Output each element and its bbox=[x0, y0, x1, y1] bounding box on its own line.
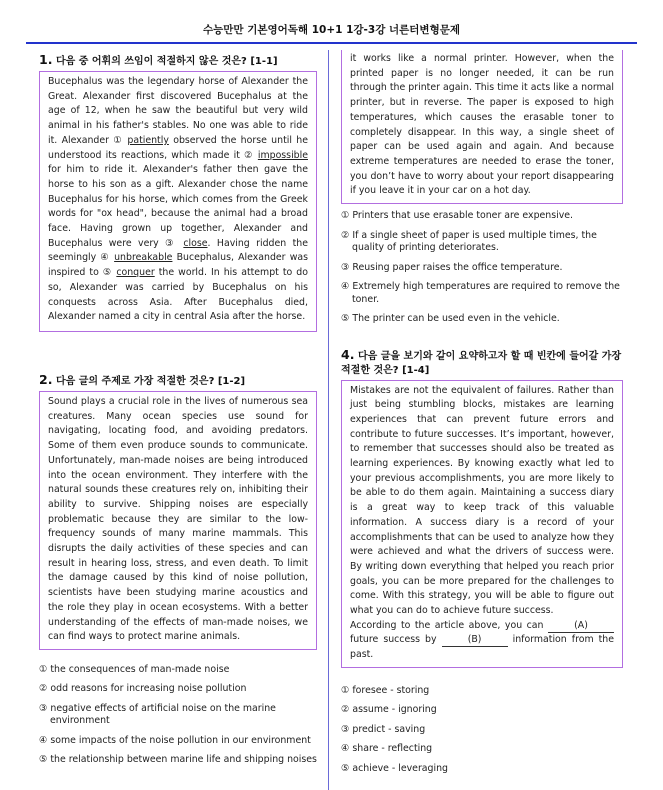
answer-option-5[interactable]: ⑤ The printer can be used even in the vehicle. bbox=[341, 313, 560, 325]
passage-text: the world. In his attempt to do so, Alexander was carried by Bucephalus on his conquests across Asia. After Bucephalus died, Alexander named a city in central Asia after the horse. bbox=[48, 267, 308, 323]
underlined-word: patiently bbox=[127, 134, 169, 146]
question-1-passage bbox=[39, 71, 317, 332]
answer-option-1[interactable]: ① Printers that use erasable toner are expensive. bbox=[341, 210, 574, 222]
answer-option-2[interactable]: ② assume - ignoring bbox=[341, 704, 437, 716]
question-4-passage bbox=[341, 380, 623, 668]
passage-text: Bucephalus, Alexander was inspired to ⑤ bbox=[48, 252, 308, 279]
question-4-options bbox=[341, 685, 623, 776]
underlined-word: close bbox=[183, 237, 208, 249]
header-divider bbox=[26, 42, 637, 44]
question-1-header bbox=[39, 53, 317, 69]
answer-option-2[interactable]: ② odd reasons for increasing noise pollution bbox=[39, 683, 247, 695]
page-title: 수능만만 기본영어독해 10+1 1강-3강 너른터변형문제 bbox=[202, 24, 461, 36]
question-3-options bbox=[341, 210, 623, 326]
answer-option-1[interactable]: ① foresee - storing bbox=[341, 684, 430, 696]
underlined-word: impossible bbox=[257, 149, 308, 161]
question-prompt: 다음 중 어휘의 쓰임이 적절하지 않은 것은? [1-1] bbox=[55, 56, 278, 67]
passage-text: for him to ride it. Alexander's father then gave the horse to his son as a gift. Alexander chose the name Bucephalus for his horse, which comes from the Greek words for "ox head", because the animal had a broad face. Having grown up together, Alexander and Bucephalus were very ③ bbox=[48, 164, 308, 249]
summary-text-2: future success by bbox=[350, 634, 442, 646]
underlined-word: conquer bbox=[116, 267, 155, 279]
answer-option-4[interactable]: ④ share - reflecting bbox=[341, 743, 433, 755]
right-column bbox=[341, 50, 623, 782]
answer-option-1[interactable]: ① the consequences of man-made noise bbox=[39, 663, 230, 675]
question-4-header bbox=[341, 348, 623, 378]
question-number: 4. bbox=[341, 346, 355, 362]
question-number: 1. bbox=[39, 52, 53, 67]
blank-b: (B) bbox=[442, 634, 508, 647]
question-2-options bbox=[39, 664, 317, 767]
blank-a: (A) bbox=[548, 620, 614, 633]
answer-option-4[interactable]: ④ Extremely high temperatures are required to remove the toner. bbox=[341, 281, 620, 305]
question-3-passage-continued: it works like a normal printer. However, when the printed paper is no longer needed, it can be run through the printer again. This time it acts like a normal printer, but in reverse. The paper is exposed to high temperatures, which causes the erasable toner to completely disappear. In this way, a single sheet of paper can be used again and again. And because extreme temperatures are needed to erase the toner, you don’t have to worry about your report disappearing if you leave it in your car on a hot day. bbox=[341, 50, 623, 204]
passage-text: Bucephalus was the legendary horse of Alexander the Great. Alexander first discovered Bucephalus at the age of 12, when he saw the beautiful but very wild animal in his father's stables. No one was able to ride it. Alexander ① bbox=[48, 76, 308, 146]
question-number: 2. bbox=[39, 372, 53, 387]
question-prompt: 다음 글의 주제로 가장 적절한 것은? [1-2] bbox=[55, 376, 246, 387]
question-2-header bbox=[39, 373, 317, 389]
answer-option-3[interactable]: ③ negative effects of artificial noise on the marine environment bbox=[39, 702, 276, 727]
summary-text-3: information from the past. bbox=[350, 634, 615, 661]
column-divider bbox=[328, 50, 329, 790]
passage-text: observed the horse until he understood its reactions, which made it ② bbox=[48, 134, 308, 161]
answer-option-3[interactable]: ③ predict - saving bbox=[341, 723, 426, 735]
summary-text-1: According to the article above, you can bbox=[350, 619, 548, 631]
answer-option-3[interactable]: ③ Reusing paper raises the office temperature. bbox=[341, 261, 563, 273]
passage-text: Mistakes are not the equivalent of failures. Rather than just being stumbling blocks, mistakes are learning experiences that can prevent future errors and contribute to future successes. It’s important, however, to remember that successes should also be treated as learning experiences. By knowing exactly what led to your previous accomplishments, you are more likely to be able to do them again. Maintaining a success diary is a great way to keep track of this valuable information. A success diary is a record of your accomplishments that can be used to analyze how they were achieved and what the drivers of success were. By writing down everything that helped you reach prior goals, you can be more prepared for the challenges to come. With this strategy, you will be able to figure out what you can do to achieve future success. bbox=[350, 384, 614, 617]
left-column bbox=[39, 53, 317, 774]
question-prompt: 다음 글을 보기와 같이 요약하고자 할 때 빈칸에 들어갈 가장 적절한 것은? [1-4] bbox=[341, 350, 622, 376]
answer-option-5[interactable]: ⑤ the relationship between marine life and shipping noises bbox=[39, 754, 317, 766]
answer-option-5[interactable]: ⑤ achieve - leveraging bbox=[341, 762, 448, 774]
passage-text: . Having ridden the seemingly ④ bbox=[48, 237, 308, 264]
underlined-word: unbreakable bbox=[114, 252, 173, 264]
answer-option-2[interactable]: ② If a single sheet of paper is used multiple times, the quality of printing deteriorates. bbox=[341, 229, 597, 254]
question-2-passage: Sound plays a crucial role in the lives of numerous sea creatures. Many ocean species use sound for navigating, locating food, and avoiding predators. Some of them even produce sounds to communicate. Unfortunately, man-made noises are being introduced into the ocean environment. They interfere with the natural sounds these creatures rely on, inhibiting their ability to survive. Shipping noises are especially problematic because they are similar to the low-frequency sounds of many marine mammals. This disrupts the daily activities of these species and can result in hearing loss, stress, and even death. To limit the damage caused by this kind of noise pollution, scientists have been studying marine acoustics and the role they play in ocean ecosystems. With a better understanding of the effects of man-made noises, we can find ways to protect marine animals. bbox=[39, 391, 317, 650]
answer-option-4[interactable]: ④ some impacts of the noise pollution in our environment bbox=[39, 734, 311, 746]
